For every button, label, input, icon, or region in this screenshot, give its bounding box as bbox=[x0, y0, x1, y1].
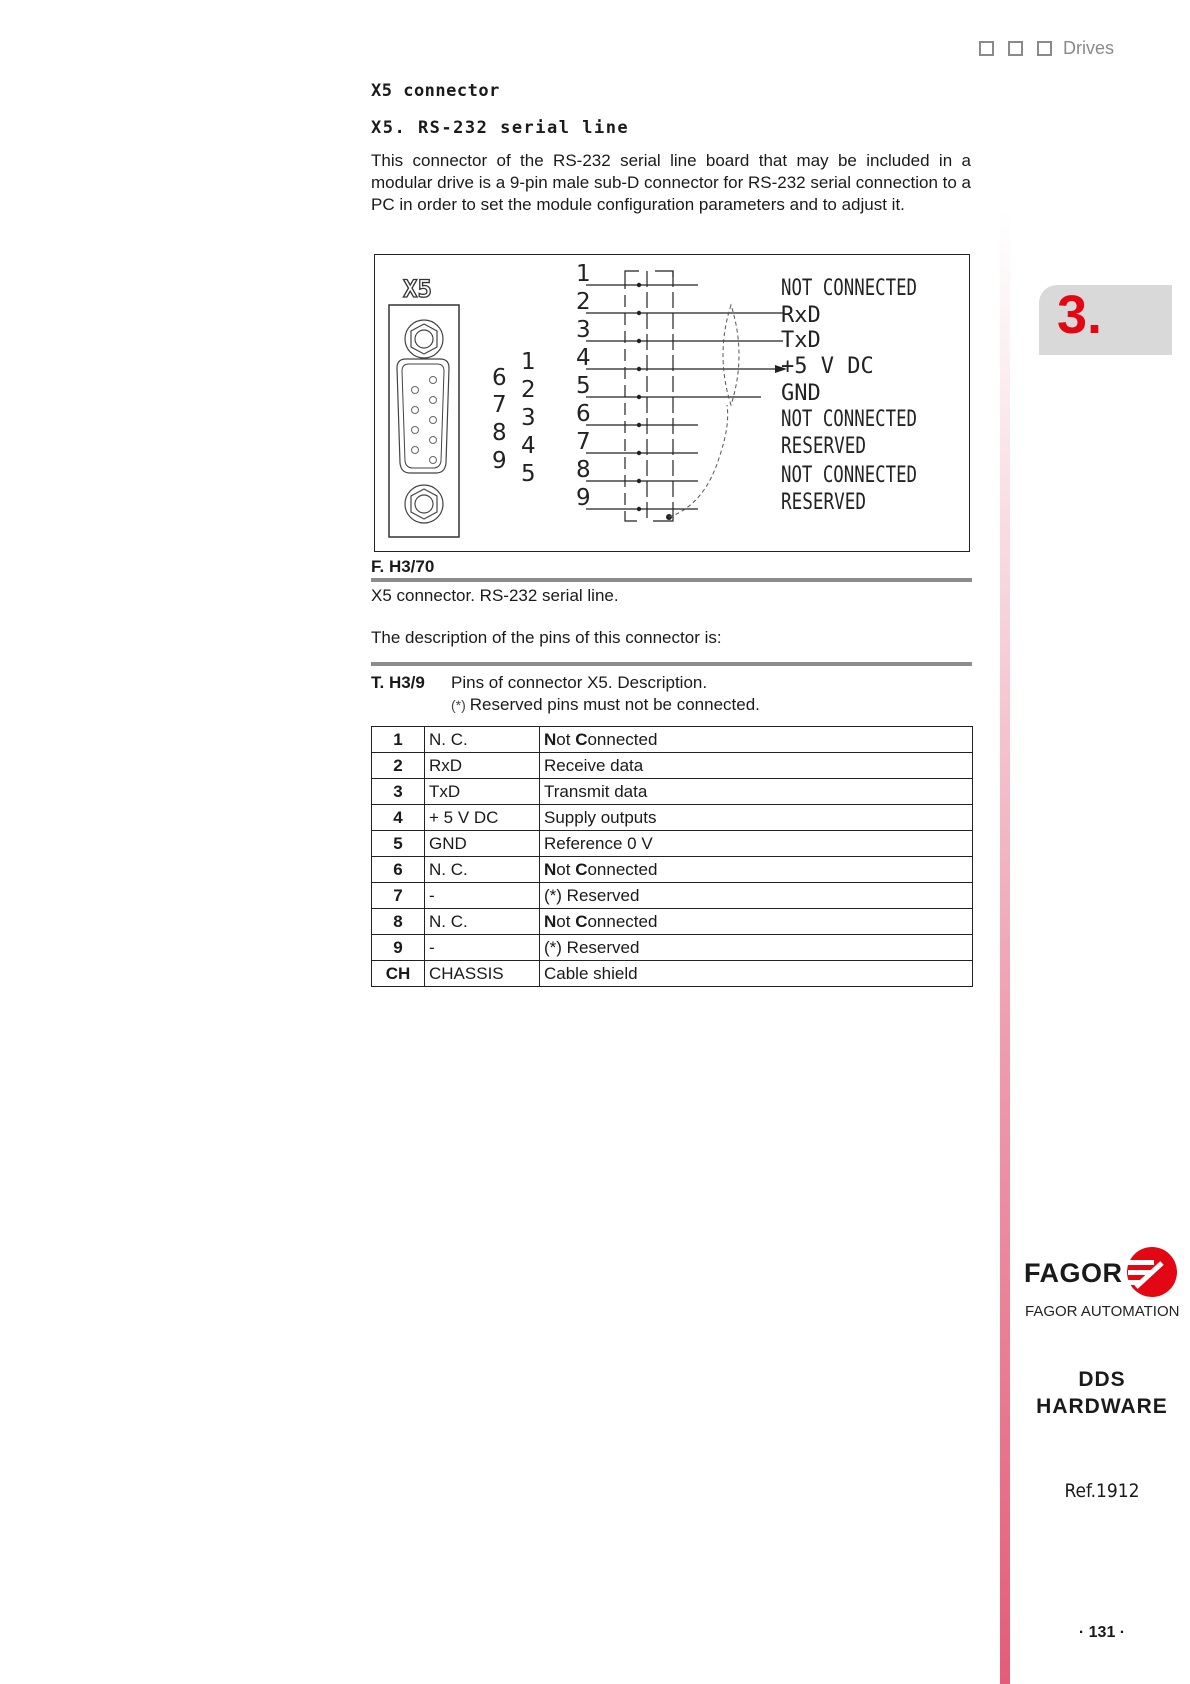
description-cell bbox=[540, 961, 973, 987]
table-row bbox=[372, 857, 973, 883]
description-cell bbox=[540, 909, 973, 935]
right-pin-numbers bbox=[521, 349, 536, 487]
signal-cell: TxD bbox=[425, 779, 540, 805]
pin-number-cell: 9 bbox=[372, 935, 425, 961]
pin-number-cell: 4 bbox=[372, 805, 425, 831]
pin-holes bbox=[412, 377, 437, 464]
signal-cell: - bbox=[425, 883, 540, 909]
description-text: Transmit data bbox=[544, 781, 648, 801]
description-text: (*) Reserved bbox=[544, 937, 640, 957]
right-pin-number: 1 bbox=[521, 349, 536, 375]
product-title bbox=[1010, 1366, 1190, 1420]
description-initial: C bbox=[575, 729, 588, 749]
signal-cell: N. C. bbox=[425, 909, 540, 935]
fagor-logo bbox=[1024, 1243, 1184, 1301]
description-text: ot bbox=[556, 729, 576, 749]
signal-cell: - bbox=[425, 935, 540, 961]
pin-number-cell: 6 bbox=[372, 857, 425, 883]
description-initial: N bbox=[544, 859, 557, 879]
table-row bbox=[372, 935, 973, 961]
description-text: (*) Reserved bbox=[544, 885, 640, 905]
terminal-number: 9 bbox=[576, 485, 591, 511]
right-pin-number: 4 bbox=[521, 433, 536, 459]
description-text: Receive data bbox=[544, 755, 644, 775]
x5-label: X5 bbox=[403, 275, 432, 303]
table-row bbox=[372, 909, 973, 935]
description-cell bbox=[540, 935, 973, 961]
description-cell bbox=[540, 779, 973, 805]
figure-rule bbox=[371, 578, 972, 582]
signal-label: NOT CONNECTED bbox=[781, 463, 917, 488]
signal-cell: RxD bbox=[425, 753, 540, 779]
pin-number-cell: CH bbox=[372, 961, 425, 987]
note-mark: (*) bbox=[451, 697, 466, 713]
table-label: T. H3/9 bbox=[371, 673, 425, 692]
description-initial: C bbox=[575, 859, 588, 879]
cable-shield-oval bbox=[723, 305, 739, 405]
description-text: onnected bbox=[587, 911, 658, 931]
intro-paragraph: This connector of the RS-232 serial line board that may be included in a modular drive is a 9-pin male sub-D connector for RS-232 serial connection to a PC in order to set the module configuration parameters and to adjust it. bbox=[371, 151, 972, 214]
left-pin-numbers bbox=[492, 365, 507, 474]
table-title: Pins of connector X5. Description. bbox=[451, 673, 708, 692]
signal-labels bbox=[781, 276, 917, 515]
terminal-number: 7 bbox=[576, 429, 591, 455]
table-row bbox=[372, 753, 973, 779]
signal-label: RESERVED bbox=[781, 490, 866, 515]
header-squares bbox=[979, 41, 1052, 56]
description-initial: N bbox=[544, 729, 557, 749]
company-name: FAGOR AUTOMATION bbox=[1025, 1303, 1180, 1320]
figure-caption: X5 connector. RS-232 serial line. bbox=[371, 586, 619, 605]
bottom-screw-icon bbox=[405, 485, 443, 523]
signal-label: RESERVED bbox=[781, 434, 866, 459]
right-pin-number: 2 bbox=[521, 377, 536, 403]
signal-cell: + 5 V DC bbox=[425, 805, 540, 831]
description-cell bbox=[540, 831, 973, 857]
signal-cell: N. C. bbox=[425, 727, 540, 753]
connection-dots bbox=[637, 283, 672, 520]
signal-label: GND bbox=[781, 381, 821, 406]
cable-wires bbox=[698, 313, 783, 397]
left-pin-number: 8 bbox=[492, 420, 507, 446]
description-text: Cable shield bbox=[544, 963, 638, 983]
pin-number-cell: 8 bbox=[372, 909, 425, 935]
table-row bbox=[372, 727, 973, 753]
brand-name: FAGOR bbox=[1024, 1258, 1123, 1288]
chapter-number: 3. bbox=[1057, 285, 1103, 345]
terminal-number: 3 bbox=[576, 317, 591, 343]
dsub-inner bbox=[402, 364, 444, 468]
description-cell bbox=[540, 753, 973, 779]
table-row bbox=[372, 805, 973, 831]
terminal-block bbox=[586, 271, 698, 521]
description-text: ot bbox=[556, 859, 576, 879]
pin-number-cell: 5 bbox=[372, 831, 425, 857]
left-pin-number: 7 bbox=[492, 392, 507, 418]
description-cell bbox=[540, 805, 973, 831]
left-pin-number: 6 bbox=[492, 365, 507, 391]
description-cell bbox=[540, 883, 973, 909]
signal-label: TxD bbox=[781, 328, 821, 353]
section-heading: X5 connector bbox=[371, 81, 500, 101]
table-note bbox=[451, 695, 760, 715]
description-text: ot bbox=[556, 911, 576, 931]
side-gradient-bar bbox=[1000, 210, 1010, 1684]
description-cell bbox=[540, 857, 973, 883]
table-rule bbox=[371, 662, 972, 666]
table-row bbox=[372, 883, 973, 909]
signal-label: NOT CONNECTED bbox=[781, 276, 917, 301]
section-subheading: X5. RS-232 serial line bbox=[371, 118, 630, 138]
connector-figure bbox=[374, 254, 970, 552]
connector-plate bbox=[389, 305, 459, 537]
pin-table bbox=[371, 726, 973, 987]
pin-number-cell: 2 bbox=[372, 753, 425, 779]
page-number: · 131 · bbox=[1078, 1624, 1126, 1641]
top-screw-icon bbox=[405, 320, 443, 358]
terminal-number: 8 bbox=[576, 457, 591, 483]
terminal-number: 1 bbox=[576, 261, 591, 287]
signal-cell: CHASSIS bbox=[425, 961, 540, 987]
pin-number-cell: 1 bbox=[372, 727, 425, 753]
reference-number: Ref.1912 bbox=[1064, 1480, 1140, 1502]
description-cell bbox=[540, 727, 973, 753]
description-text: onnected bbox=[587, 729, 658, 749]
description-initial: N bbox=[544, 911, 557, 931]
product-line-1: DDS bbox=[1078, 1368, 1126, 1391]
signal-cell: N. C. bbox=[425, 857, 540, 883]
connector-diagram bbox=[375, 255, 968, 550]
description-text: Supply outputs bbox=[544, 807, 657, 827]
table-row bbox=[372, 961, 973, 987]
signal-label: NOT CONNECTED bbox=[781, 407, 917, 432]
description-text: The description of the pins of this connector is: bbox=[371, 628, 722, 647]
header-section-title: Drives bbox=[1063, 38, 1115, 58]
terminal-number: 5 bbox=[576, 373, 591, 399]
table-row bbox=[372, 779, 973, 805]
pin-number-cell: 3 bbox=[372, 779, 425, 805]
terminal-number: 2 bbox=[576, 289, 591, 315]
right-pin-number: 3 bbox=[521, 405, 536, 431]
signal-label: RxD bbox=[781, 303, 821, 328]
figure-label: F. H3/70 bbox=[371, 557, 435, 576]
table-row bbox=[372, 831, 973, 857]
description-initial: C bbox=[575, 911, 588, 931]
signal-label: +5 V DC bbox=[781, 354, 874, 379]
chassis-drain-wire bbox=[669, 405, 728, 517]
signal-cell: GND bbox=[425, 831, 540, 857]
terminal-number: 4 bbox=[576, 345, 591, 371]
description-text: onnected bbox=[587, 859, 658, 879]
terminal-number: 6 bbox=[576, 401, 591, 427]
left-pin-number: 9 bbox=[492, 448, 507, 474]
terminal-numbers bbox=[576, 261, 591, 511]
note-text: Reserved pins must not be connected. bbox=[469, 695, 760, 714]
pin-number-cell: 7 bbox=[372, 883, 425, 909]
description-text: Reference 0 V bbox=[544, 833, 653, 853]
product-line-2: HARDWARE bbox=[1036, 1395, 1168, 1418]
right-pin-number: 5 bbox=[521, 461, 536, 487]
